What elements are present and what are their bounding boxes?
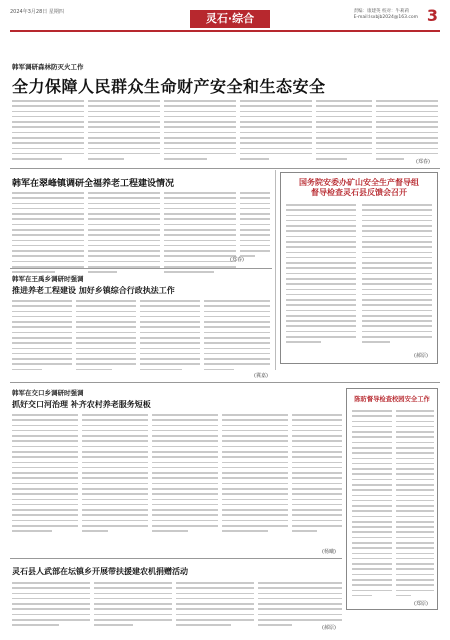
masthead: [10, 6, 440, 32]
story5-column-2: [94, 582, 172, 630]
editor-credit: 责编：康建英 校对：牛莉莉: [353, 9, 409, 14]
box2-title: 陈昉督导检查校园安全工作: [354, 396, 430, 403]
box1-column-1: [286, 204, 356, 347]
story5-column-3: [176, 582, 254, 630]
story3-column-4: [204, 300, 270, 374]
lead-signature: (郑春): [416, 159, 430, 165]
divider-2: [10, 268, 272, 269]
masthead-rule: [10, 30, 440, 32]
story5-signature: (郝原): [322, 625, 336, 631]
section-title: 灵石·综合: [190, 10, 270, 28]
lead-column-6: [376, 100, 438, 163]
story4-column-4: [222, 414, 288, 535]
story2-column-4: [240, 192, 270, 261]
story3-column-3: [140, 300, 200, 374]
divider-3: [10, 382, 440, 383]
email-credit: E-mail:lsxbjb2024@163.com: [353, 15, 418, 20]
story4-column-5: [292, 414, 342, 535]
story3-kicker: 韩军在王禹乡调研时强调: [12, 275, 84, 283]
story5-column-4: [258, 582, 342, 630]
story4-headline: 抓好交口河治理 补齐农村养老服务短板: [12, 400, 151, 409]
story5-column-1: [12, 582, 90, 630]
box1-title-line2: 督导检查灵石县反馈会召开: [311, 188, 407, 197]
box2-signature: (郑原): [414, 601, 428, 607]
section-divider: [10, 168, 440, 169]
story4-column-2: [82, 414, 148, 535]
page-number: 3: [426, 6, 438, 25]
story3-signature: (冀嘉): [254, 373, 268, 379]
lead-column-1: [12, 100, 84, 163]
box1-title: [282, 178, 436, 198]
box1-signature: (郝原): [414, 353, 428, 359]
story2-column-1: [12, 192, 84, 277]
column-divider: [275, 170, 276, 370]
box2-column-1: [352, 410, 392, 600]
lead-column-2: [88, 100, 160, 163]
story4-column-3: [152, 414, 218, 535]
story5-headline: 灵石县人武部在坛镇乡开展带扶援建农机捐赠活动: [12, 567, 188, 576]
story3-headline: 推进养老工程建设 加好乡镇综合行政执法工作: [12, 286, 175, 295]
lead-headline: 全力保障人民群众生命财产安全和生态安全: [12, 77, 326, 96]
lead-kicker: 韩军调研森林防灭火工作: [12, 63, 84, 71]
story2-headline: 韩军在翠峰镇调研全福养老工程建设情况: [12, 179, 175, 189]
box1-title-line1: 国务院安委办矿山安全生产督导组: [299, 178, 419, 187]
lead-column-4: [240, 100, 312, 163]
issue-date: 2024年3月28日 星期四: [10, 9, 64, 15]
masthead-credits: [354, 9, 418, 21]
story2-signature: (郑春): [230, 257, 244, 263]
story3-column-2: [76, 300, 136, 374]
box2-column-2: [396, 410, 434, 600]
story4-column-1: [12, 414, 78, 535]
divider-4: [10, 558, 342, 559]
story4-signature: (杨曦): [322, 549, 336, 555]
story4-kicker: 韩军在交口乡调研时强调: [12, 389, 84, 397]
box1-column-2: [362, 204, 432, 347]
lead-column-5: [316, 100, 372, 163]
story2-column-2: [88, 192, 160, 277]
lead-column-3: [164, 100, 236, 163]
story3-column-1: [12, 300, 72, 374]
story2-column-3: [164, 192, 236, 277]
